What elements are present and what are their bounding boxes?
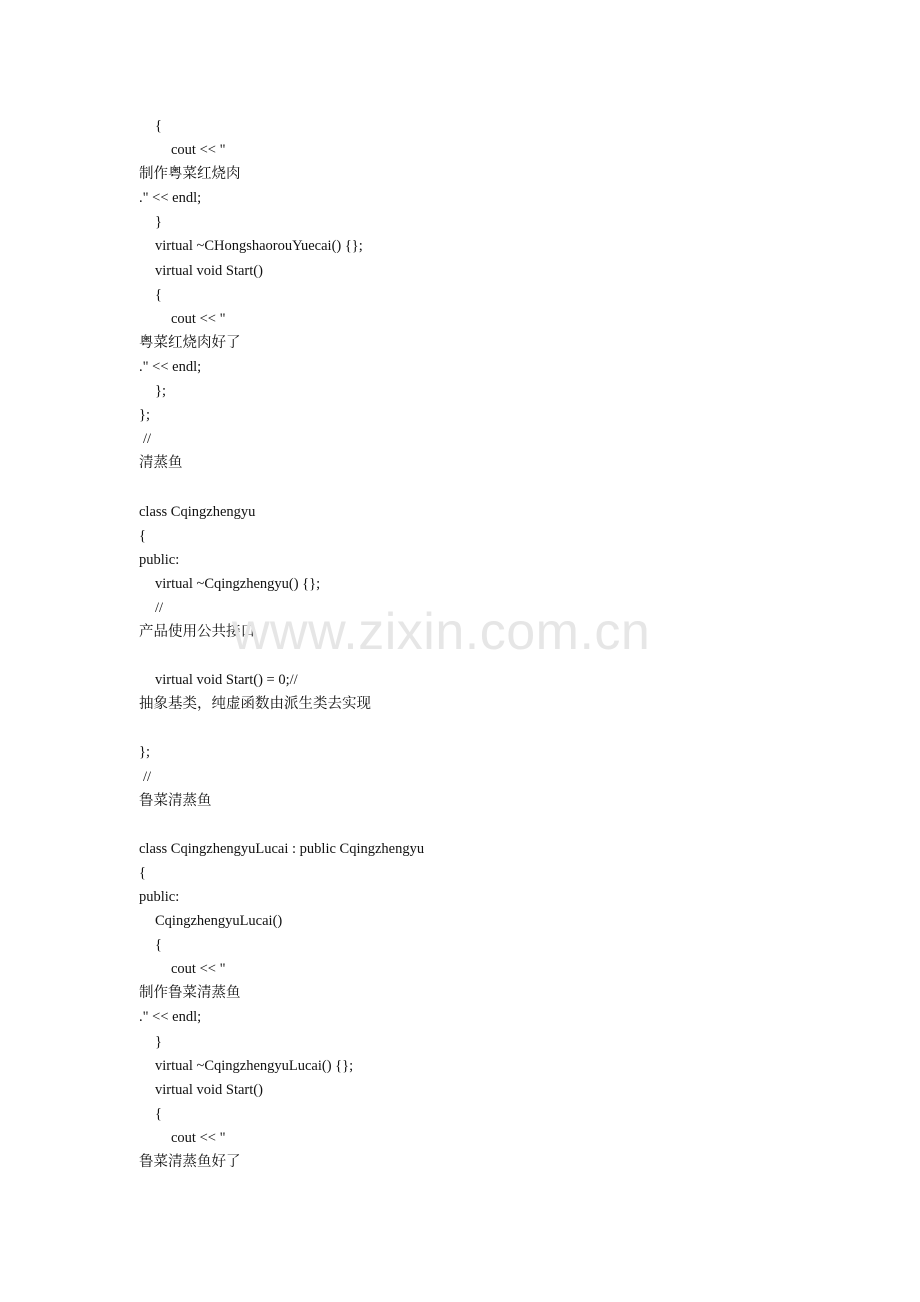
code-line: virtual ~Cqingzhengyu() {}; (155, 575, 321, 592)
code-line: 鲁菜清蒸鱼好了 (139, 1154, 241, 1171)
code-comment: // (143, 431, 152, 448)
blank-line (139, 716, 424, 740)
code-line: 鲁菜清蒸鱼 (139, 792, 212, 809)
code-line: cout << " (171, 1129, 226, 1146)
code-line: virtual void Start() = 0;// (155, 672, 298, 689)
code-line: 产品使用公共接口 (139, 623, 255, 640)
code-line: cout << " (171, 310, 226, 327)
blank-line (139, 644, 424, 668)
code-comment: // (155, 599, 164, 616)
code-line: { (139, 864, 146, 881)
code-line: 粤菜红烧肉好了 (139, 334, 241, 351)
code-line: class Cqingzhengyu (139, 503, 256, 520)
code-line: { (139, 527, 146, 544)
code-line: cout << " (171, 961, 226, 978)
code-line: public: (139, 889, 180, 905)
code-line: public: (139, 551, 180, 568)
blank-line (139, 475, 424, 499)
code-line: }; (139, 407, 150, 424)
code-line: CqingzhengyuLucai() (155, 913, 283, 930)
code-line: ." << endl; (139, 190, 202, 207)
blank-line (139, 813, 424, 837)
code-line: 制作粤菜红烧肉 (139, 166, 241, 183)
code-line: 清蒸鱼 (139, 455, 183, 472)
code-line: virtual ~CHongshaorouYuecai() {}; (155, 238, 363, 255)
code-line: 制作鲁菜清蒸鱼 (139, 985, 241, 1002)
code-line: { (155, 937, 162, 954)
code-line: cout << " (171, 142, 226, 159)
code-line: virtual void Start() (155, 1081, 263, 1098)
code-line: { (155, 286, 162, 303)
code-line: 抽象基类，纯虚函数由派生类去实现 (139, 696, 371, 713)
code-comment: // (143, 768, 152, 785)
code-line: } (155, 1033, 162, 1050)
code-line: { (155, 1105, 162, 1122)
code-line: ." << endl; (139, 1009, 202, 1026)
code-line: { (155, 118, 162, 134)
code-line: class CqingzhengyuLucai : public Cqingzhengyu (139, 840, 425, 857)
code-line: }; (139, 744, 150, 761)
code-line: } (155, 214, 162, 231)
code-listing (139, 114, 424, 1174)
watermark: www.zixin.com.cn (232, 603, 651, 661)
code-line: ." << endl; (139, 358, 202, 375)
code-line: }; (155, 383, 166, 400)
code-line: virtual ~CqingzhengyuLucai() {}; (155, 1057, 354, 1074)
code-line: virtual void Start() (155, 262, 263, 279)
